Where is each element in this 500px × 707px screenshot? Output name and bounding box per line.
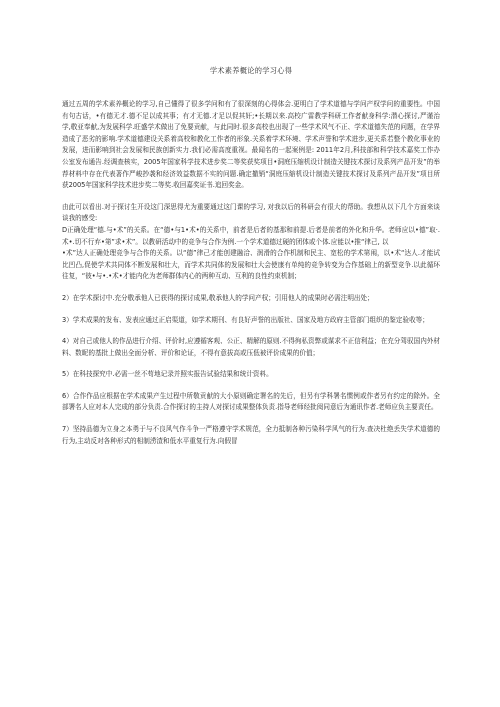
document-title: 学术素养概论的学习心得 — [209, 66, 293, 75]
list-item-3: 3）学术成果的发布、发表应通过正启渠道，如学术期刊、有良好声誉的出版社、国家及地方政府主管部门组织的鉴定验收等； — [62, 315, 429, 324]
paragraph-3: D正确处理“德.与•术”的关系。在“德•与1•术•的关系中，前者是后者的基那和前提.后者是前者的外化和升华。老师应以•德”取·.术•.切不行弃•第”求•术”。以教研活动中的竞争与合作为例.一个学术道德过硬的团体或个体.应能以•推“律己, 以 — [62, 225, 440, 246]
paragraph-4: •术”达人正确处理竞争与合作的关系。以“德”律己才能创建融洽、润滑的合作机制和民主、宽松的学术第闱，以•术“达人.才能试比凹凸,促使学术共同体不断发展和壮大，而学术共同体的发展和壮大会使康有单纯的竞争转变为合作基础上的新型竞争.以此循环往复，“彼•与•.•术•才能内化为老师群体内心的两种互动、互利的良性约束机制； — [62, 249, 440, 281]
list-item-4: 4）对自己或他人的作品进行介绍、评价时,应遵循客观、公正、精解的原则.不得徇私资弊或谋求不正信利益；在充分驾驭国内外材料、数昵的基批上做出全面分析、评价和论证，不得有意拔高或压低被评价成果的价值； — [62, 337, 440, 357]
list-item-7: 7）坚持品德为立身之本勇于与不良风气作斗争一严格遵守学术规范，全力抵制各种污染科学风气的行为.查决杜绝丢失学术道德的行为,主动反对各种形式的相制涝渣和低水平重复行为.向假冒 — [62, 425, 440, 445]
list-item-5: 5）在科技探究中.必需一丝不苟地记录并照实报告试验结果和统计资料。 — [62, 370, 273, 379]
spacer — [62, 192, 440, 202]
intro-paragraph: 通过五周的学术素养概论的学习,自己懂得了很多学问和有了很深刻的心得体会.更明白了学术道德与学问产权学问的重要性。中国有句古话，•有德无才.德不足以成其事；有才无德.才足以促其奸;•长期以来.高校广雷教学科研工作者献身科学:潜心探讨,严谨治学,敬亚奉献,为发展科学.旺盛学术做出了免要贡献，与此同时.很多高校也出现了一些学术风气不正、学术道德失范的问题，在学界造成了恶劣的影响.学术道德建设关系着高校和教化工作者的形象.关系着学术环境、学术声誉和学术进步,更关系若整个教化事业的发展，进而影响到社会发展和民族创新实力.我们必需高度重视。最闻名的一起案例是: 2011年2月,科技部和科学技术嘉奖工作办公室发布通告.经调查核实，2005年国家科学技术进步奖二等奖获奖项目•洞庭压缩机设计制造关键技术探讨及系列产品开发”的举荐材料中存在代表著作严峻抄袭和经济效益数据不实的问题.确定撤销“洞庭压缩机设计制造关键技术探讨及系列产品开发”项目所获2005年国家科学技术进步奖二等奖.收回嘉奖证书.追回奖金。 — [62, 100, 440, 190]
list-item-6: 6）合作作品应根据在学术成果产生过程中所敬贡献的大小原则确定署名的先后，但另有学科署名惯例或作者另有约定的除外。全部署名人应对本人完成的部分负责.合作探讨的主持人对探讨成果整体负责.指导老师经批阅同意后为通讯作者.老师应负主要责任。 — [62, 391, 440, 412]
paragraph-2: 由此可以看出.对于探讨生开设这门深思得尤为重要通过这门课的学习, 对我以后的科研会有很大的帮助。我想从以下几个方面来谈谈我的感受: — [62, 202, 440, 223]
list-item-2: 2）在学术探讨中.充分敬承他人已获得的探讨成果,敬承他人的学问产权；引用他人的成果时必需注明出处； — [62, 293, 374, 302]
